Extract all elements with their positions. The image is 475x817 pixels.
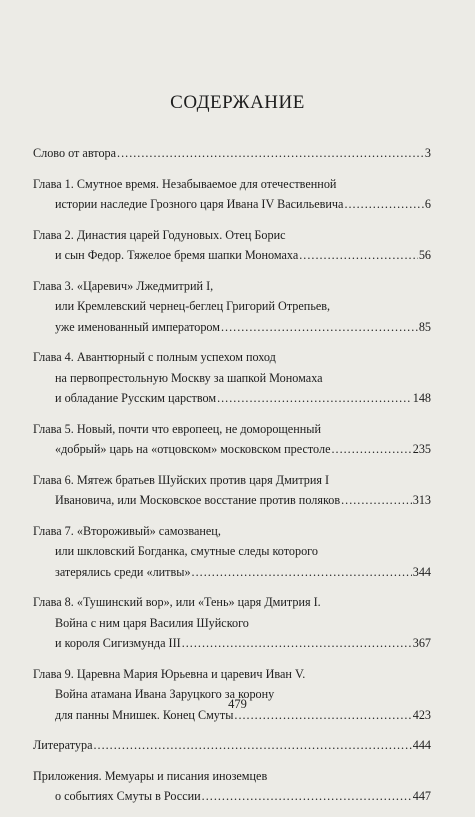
- toc-entry-line: [33, 347, 431, 368]
- toc-entry-title: о событиях Смуты в России: [55, 789, 201, 803]
- toc-entry-title: Глава 3. «Царевич» Лжедмитрий I,: [33, 278, 214, 293]
- toc-entry-page: 3: [424, 146, 431, 160]
- toc-entry-line: [33, 419, 431, 440]
- table-of-contents: [33, 143, 431, 817]
- toc-entry: [33, 592, 431, 654]
- page-title: СОДЕРЖАНИЕ: [170, 92, 305, 113]
- toc-entry-line: [33, 766, 431, 787]
- toc-entry-title: и короля Сигизмунда III: [55, 636, 181, 650]
- dot-leader: [341, 490, 412, 511]
- toc-entry-page: 85: [418, 319, 431, 334]
- toc-entry-title: «добрый» царь на «отцовском» московском престоле: [55, 442, 331, 456]
- toc-entry-line: [33, 735, 431, 756]
- toc-entry-title: Глава 5. Новый, почти что европеец, не доморощенный: [33, 421, 321, 436]
- toc-entry-line: [33, 194, 431, 215]
- toc-entry: [33, 735, 431, 756]
- toc-entry-page: 423: [412, 707, 431, 722]
- toc-entry-title: Глава 4. Авантюрный с полным успехом поход: [33, 350, 276, 364]
- dot-leader: [344, 194, 423, 215]
- toc-entry-line: [33, 388, 431, 409]
- dot-leader: [192, 562, 412, 583]
- toc-entry-title: Глава 6. Мятеж братьев Шуйских против царя Дмитрия I: [33, 472, 330, 487]
- toc-entry-line: [33, 521, 431, 542]
- toc-entry-line: [33, 174, 431, 195]
- toc-entry: [33, 276, 431, 338]
- toc-entry-page: 344: [412, 564, 431, 579]
- toc-entry: [33, 766, 431, 807]
- toc-entry: [33, 664, 431, 726]
- toc-entry-title: Война с ним царя Василия Шуйского: [55, 615, 249, 630]
- toc-entry: [33, 419, 431, 460]
- toc-entry-page: 235: [412, 442, 431, 456]
- toc-entry-title: Глава 1. Смутное время. Незабываемое для отечественной: [33, 176, 337, 191]
- toc-entry: [33, 521, 431, 583]
- toc-entry-title: Глава 7. «Второживый» самозванец,: [33, 523, 221, 538]
- toc-entry-page: 56: [418, 248, 431, 262]
- toc-entry: [33, 174, 431, 215]
- toc-entry-title: Литература: [33, 738, 93, 752]
- dot-leader: [299, 245, 418, 266]
- toc-entry-title: и сын Федор. Тяжелое бремя шапки Мономаха: [55, 248, 299, 262]
- toc-entry-line: [33, 562, 431, 583]
- toc-entry-page: 313: [412, 493, 431, 507]
- toc-entry-title: Приложения. Мемуары и писания иноземцев: [33, 768, 268, 783]
- toc-entry: [33, 225, 431, 266]
- toc-entry-line: [33, 633, 431, 654]
- toc-entry-line: [33, 592, 431, 613]
- dot-leader: [217, 388, 412, 409]
- dot-leader: [221, 317, 418, 338]
- toc-entry-title: или шкловский Богданка, смутные следы которого: [55, 544, 318, 558]
- dot-leader: [182, 633, 412, 654]
- toc-entry-line: [33, 613, 431, 634]
- toc-entry-page: 148: [412, 391, 431, 405]
- toc-entry-page: 367: [412, 636, 431, 650]
- toc-entry-title: или Кремлевский чернец-беглец Григорий Отрепьев,: [55, 299, 331, 313]
- toc-entry-line: [33, 368, 431, 389]
- toc-entry: [33, 347, 431, 409]
- toc-entry-line: [33, 225, 431, 246]
- page-number: 479: [228, 697, 247, 711]
- toc-entry-line: [33, 296, 431, 317]
- toc-entry-line: [33, 245, 431, 266]
- toc-entry-title: уже именованный императором: [55, 319, 220, 334]
- toc-entry-line: [33, 317, 431, 338]
- toc-entry-title: Слово от автора: [33, 146, 117, 160]
- toc-entry-title: Ивановича, или Московское восстание против поляков: [55, 493, 341, 507]
- toc-entry-line: [33, 276, 431, 297]
- toc-entry-line: [33, 490, 431, 511]
- toc-entry-title: и обладание Русским царством: [55, 391, 217, 405]
- toc-entry-title: на первопрестольную Москву за шапкой Мономаха: [55, 370, 323, 385]
- dot-leader: [331, 439, 411, 460]
- toc-entry-line: [33, 786, 431, 807]
- toc-entry-title: для панны Мнишек. Конец Смуты: [55, 707, 234, 722]
- toc-entry-page: 6: [424, 197, 431, 211]
- toc-entry-title: затерялись среди «литвы»: [55, 564, 191, 579]
- toc-entry-title: Глава 9. Царевна Мария Юрьевна и царевич Иван V.: [33, 666, 306, 681]
- toc-entry: [33, 143, 431, 164]
- toc-entry-line: [33, 439, 431, 460]
- toc-entry-page: 444: [412, 738, 431, 752]
- toc-entry: [33, 470, 431, 511]
- toc-entry-line: [33, 143, 431, 164]
- toc-entry-title: Глава 2. Династия царей Годуновых. Отец Борис: [33, 227, 286, 242]
- toc-entry-title: истории наследие Грозного царя Ивана IV Васильевича: [55, 197, 344, 211]
- toc-entry-line: [33, 541, 431, 562]
- dot-leader: [93, 735, 411, 756]
- dot-leader: [117, 143, 424, 164]
- toc-entry-title: Глава 8. «Тушинский вор», или «Тень» царя Дмитрия I.: [33, 595, 321, 609]
- toc-entry-page: 447: [412, 789, 431, 803]
- dot-leader: [202, 786, 412, 807]
- toc-entry-line: [33, 470, 431, 491]
- toc-entry-line: [33, 664, 431, 685]
- toc-entry-title: Война атамана Ивана Заруцкого за корону: [55, 687, 275, 701]
